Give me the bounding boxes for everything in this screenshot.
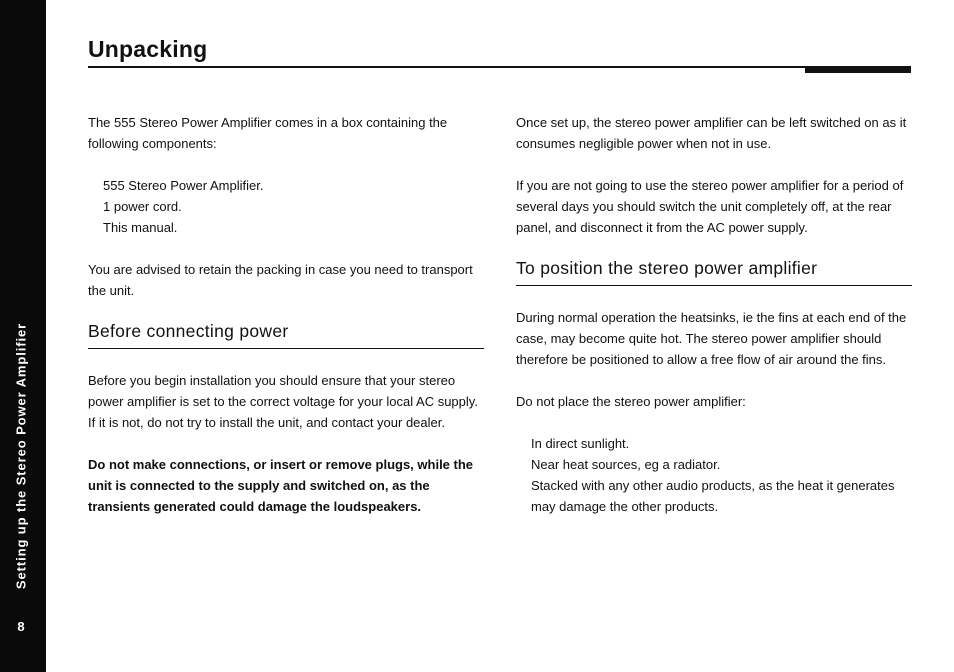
- warning-paragraph: Do not make connections, or insert or remove plugs, while the unit is connected to the supply and switched on, as the transients generated could damage the loudspeakers.: [88, 457, 474, 514]
- list-item: 555 Stereo Power Amplifier.: [103, 178, 264, 193]
- title-rule-accent: [805, 66, 911, 73]
- page-title: Unpacking: [88, 36, 208, 62]
- heatsinks-paragraph: During normal operation the heatsinks, ie the fins at each end of the case, may become quite hot. The stereo power amplifier should therefore be positioned to allow a free flow of air around the fins.: [516, 310, 907, 367]
- sidebar: [0, 0, 46, 672]
- title-rule: [88, 66, 911, 68]
- list-item: Near heat sources, eg a radiator.: [531, 457, 721, 472]
- components-list: [88, 175, 484, 238]
- voltage-paragraph: Before you begin installation you should ensure that your stereo power amplifier is set to the correct voltage for your local AC supply. If it is not, do not try to install the unit, and contact your dealer.: [88, 373, 478, 430]
- switch-off-paragraph: If you are not going to use the stereo power amplifier for a period of several days you should switch the unit completely off, at the rear panel, and disconnect it from the AC power supply.: [516, 178, 904, 235]
- list-item: 1 power cord.: [103, 199, 182, 214]
- page-number: 8: [17, 619, 25, 634]
- left-column: [88, 112, 484, 517]
- placement-list: [516, 433, 912, 517]
- right-column: [516, 112, 912, 517]
- retain-packing-paragraph: You are advised to retain the packing in case you need to transport the unit.: [88, 262, 473, 298]
- list-item: This manual.: [103, 220, 178, 235]
- list-item: Stacked with any other audio products, as the heat it generates may damage the other products.: [531, 478, 895, 514]
- heading-rule: [516, 285, 912, 286]
- intro-paragraph: The 555 Stereo Power Amplifier comes in a box containing the following components:: [88, 115, 448, 151]
- section-heading-position: To position the stereo power amplifier: [516, 258, 818, 278]
- list-item: In direct sunlight.: [531, 436, 630, 451]
- section-heading-before-connecting: Before connecting power: [88, 321, 289, 341]
- left-on-paragraph: Once set up, the stereo power amplifier can be left switched on as it consumes negligible power when not in use.: [516, 115, 907, 151]
- do-not-place-paragraph: Do not place the stereo power amplifier:: [516, 394, 746, 409]
- sidebar-section-title: Setting up the Stereo Power Amplifier: [13, 322, 29, 590]
- heading-rule: [88, 348, 484, 349]
